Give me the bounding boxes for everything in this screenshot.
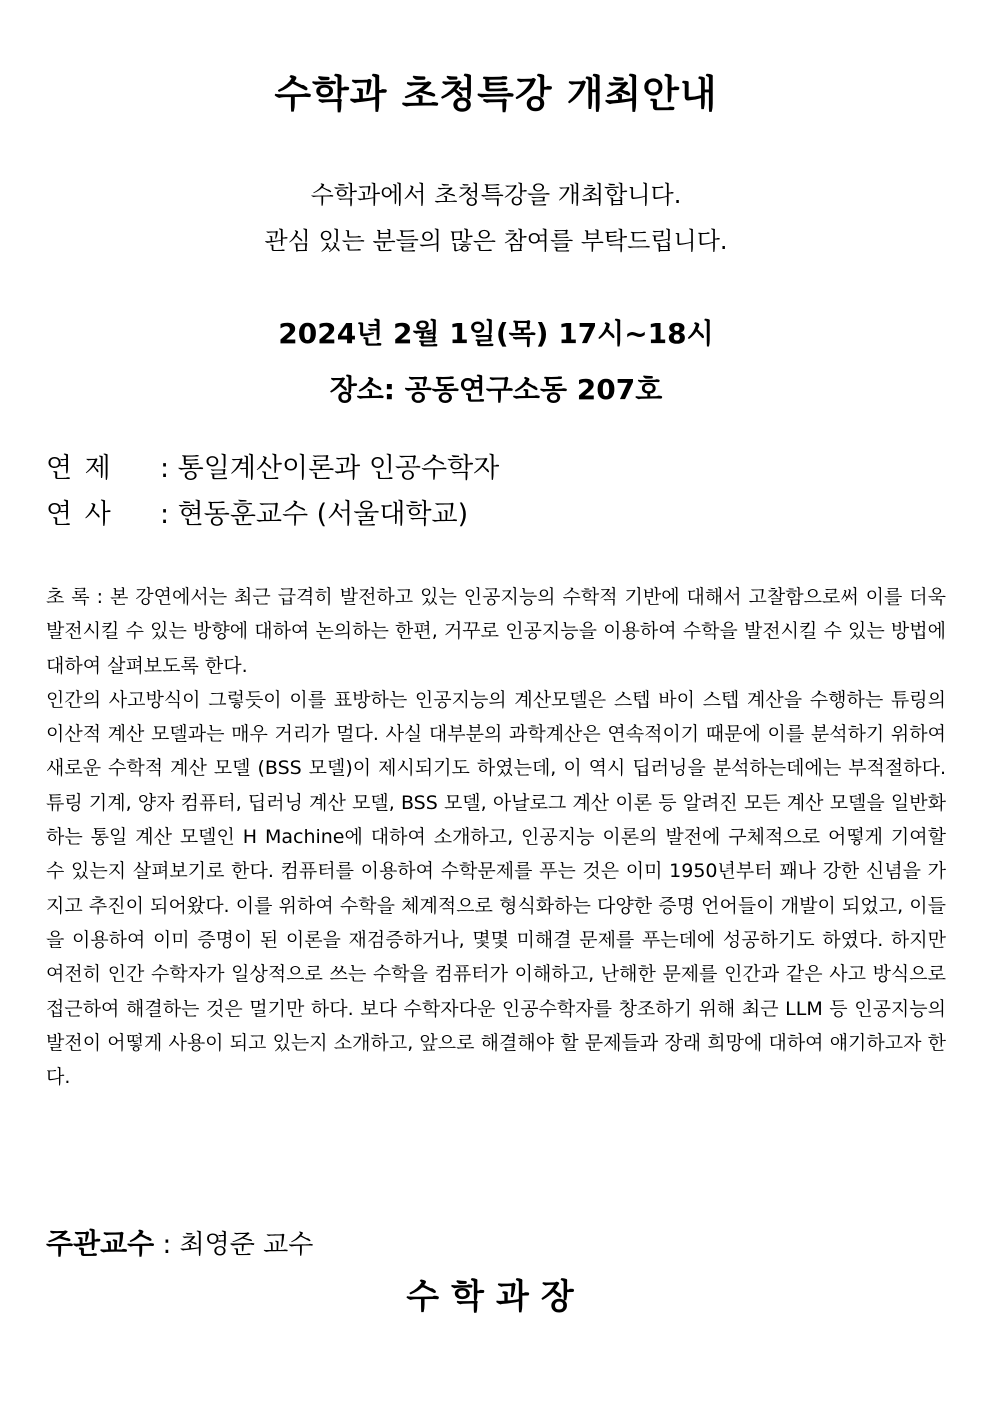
intro-line-2: 관심 있는 분들의 많은 참여를 부탁드립니다.: [264, 227, 728, 255]
abstract-block: [46, 580, 946, 1094]
intro-line-1: 수학과에서 초청특강을 개최합니다.: [310, 181, 682, 209]
speaker-row: [46, 492, 946, 538]
event-datetime: 2024년 2월 1일(목) 17시~18시: [278, 317, 714, 350]
host-value: : 최영준 교수: [154, 1230, 314, 1260]
event-place: 장소: 공동연구소동 207호: [329, 373, 663, 406]
talk-info: [46, 446, 946, 538]
speaker-label: 연 사: [46, 499, 113, 530]
speaker-value: : 현동훈교수 (서울대학교): [160, 499, 469, 530]
schedule-block: [0, 306, 992, 418]
topic-row: [46, 446, 946, 492]
topic-label: 연 제: [46, 453, 113, 484]
host-label: 주관교수: [46, 1227, 155, 1260]
host-professor: [46, 1224, 946, 1265]
page-title: 수학과 초청특강 개최안내: [274, 72, 718, 116]
department-signature: 수학과장: [406, 1277, 586, 1317]
topic-value: : 통일계산이론과 인공수학자: [160, 453, 500, 484]
intro-text: [0, 172, 992, 264]
abstract-paragraph-2: 인간의 사고방식이 그렇듯이 이를 표방하는 인공지능의 계산모델은 스텝 바이 스텝 계산을 수행하는 튜링의 이산적 계산 모델과는 매우 거리가 멀다. 사실 대부분의 과학계산은 연속적이기 때문에 이를 분석하기 위하여 새로운 수학적 계산 모델 (BSS 모델)이 제시되기도 하였는데, 이 역시 딥러닝을 분석하는데에는 부적절하다. 튜링 기계, 양자 컴퓨터, 딥러닝 계산 모델, BSS 모델, 아날로그 계산 이론 등 알려진 모든 계산 모델을 일반화하는 통일 계산 모델인 H Machine에 대하여 소개하고, 인공지능 이론의 발전에 구체적으로 어떻게 기여할 수 있는지 살펴보기로 한다. 컴퓨터를 이용하여 수학문제를 푸는 것은 이미 1950년부터 꽤나 강한 신념을 가지고 추진이 되어왔다. 이를 위하여 수학을 체계적으로 형식화하는 다양한 증명 언어들이 개발이 되었고, 이들을 이용하여 이미 증명이 된 이론을 재검증하거나, 몇몇 미해결 문제를 푸는데에 성공하기도 하였다. 하지만 여전히 인간 수학자가 일상적으로 쓰는 수학을 컴퓨터가 이해하고, 난해한 문제를 인간과 같은 사고 방식으로 접근하여 해결하는 것은 멀기만 하다. 보다 수학자다운 인공수학자를 창조하기 위해 최근 LLM 등 인공지능의 발전이 어떻게 사용이 되고 있는지 소개하고, 앞으로 해결해야 할 문제들과 장래 희망에 대하여 얘기하고자 한다.: [46, 688, 946, 1089]
abstract-paragraph-1: 초 록 : 본 강연에서는 최근 급격히 발전하고 있는 인공지능의 수학적 기반에 대해서 고찰함으로써 이를 더욱 발전시킬 수 있는 방향에 대하여 논의하는 한편, 거꾸로 인공지능을 이용하여 수학을 발전시킬 수 있는 방법에 대하여 살펴보도록 한다.: [46, 586, 947, 677]
